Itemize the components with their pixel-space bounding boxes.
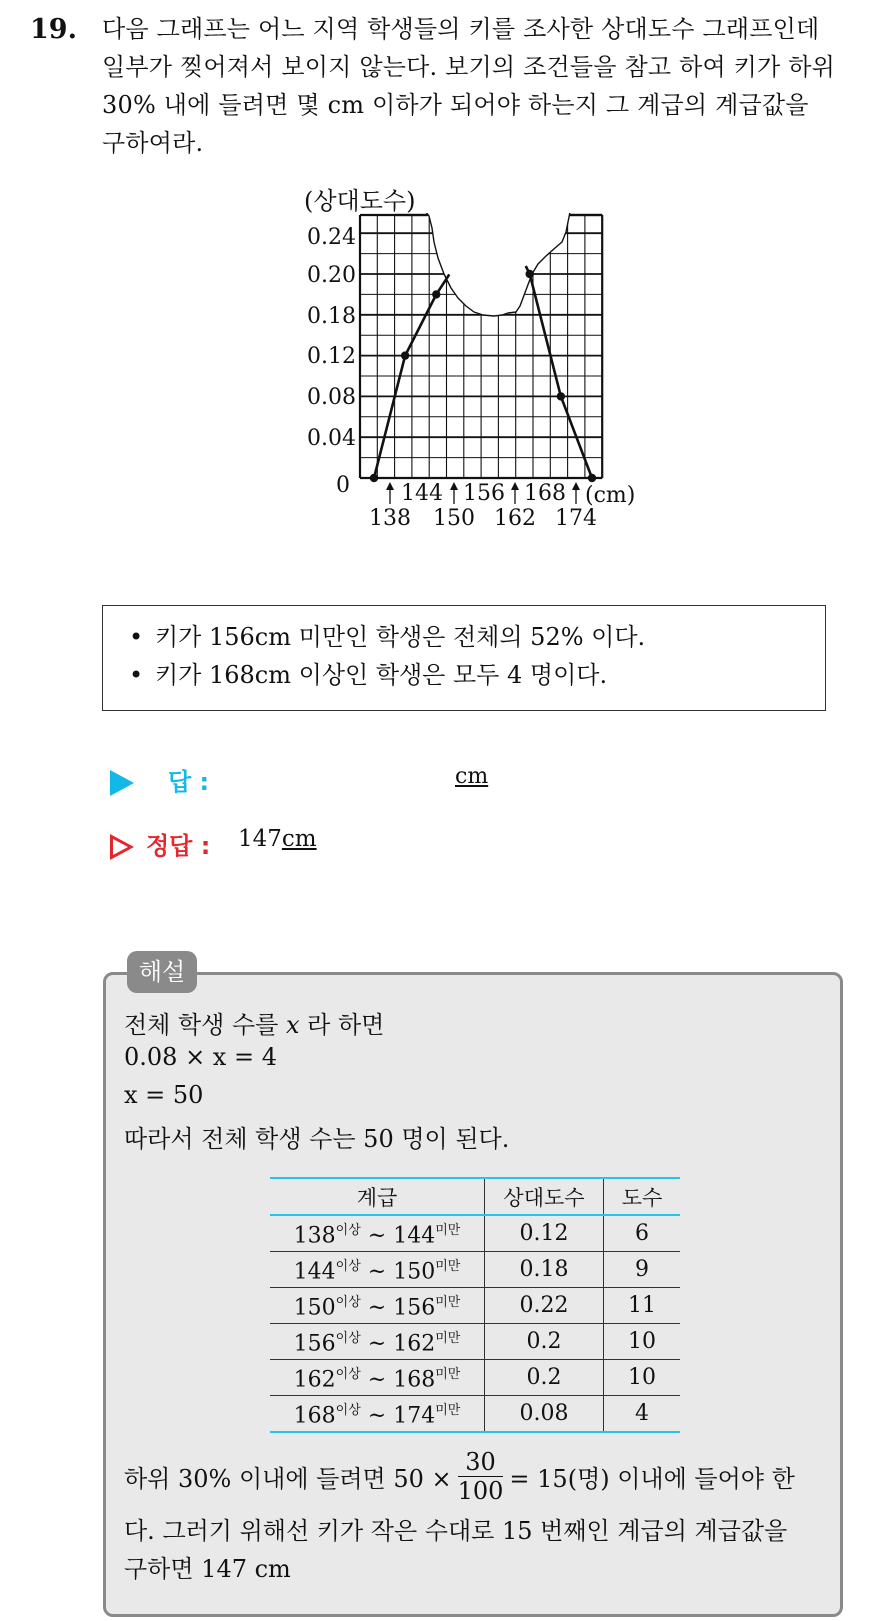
frequency-cell: 6 bbox=[604, 1215, 681, 1252]
class-interval: $162^{이상}$ ~ $168^{미만}$ bbox=[270, 1360, 485, 1396]
question-number: 19. bbox=[30, 14, 77, 45]
y-axis-title: (상대도수) bbox=[304, 187, 416, 215]
data-point bbox=[588, 474, 596, 482]
relative-frequency-graph bbox=[298, 182, 638, 542]
table-header-row bbox=[270, 1178, 680, 1215]
question-line: 다음 그래프는 어느 지역 학생들의 키를 조사한 상대도수 그래프인데 bbox=[102, 15, 820, 43]
question-line: 구하여라. bbox=[102, 129, 204, 157]
table-header: 계급 bbox=[270, 1178, 485, 1215]
relative-frequency-cell: 0.12 bbox=[485, 1215, 604, 1252]
relative-frequency-cell: 0.08 bbox=[485, 1396, 604, 1433]
x-tick-label: 174 bbox=[555, 506, 597, 531]
torn-region bbox=[395, 182, 603, 316]
solution-line: 구하면 147 cm bbox=[124, 1555, 291, 1583]
conditions-box bbox=[102, 605, 826, 711]
table-row bbox=[270, 1360, 680, 1396]
tick-arrow-head bbox=[450, 482, 458, 490]
frequency-cell: 11 bbox=[604, 1288, 681, 1324]
frequency-cell: 9 bbox=[604, 1252, 681, 1288]
class-interval: $138^{이상}$ ~ $144^{미만}$ bbox=[270, 1215, 485, 1252]
y-tick-label: 0 bbox=[336, 473, 350, 498]
torn-cover bbox=[424, 182, 574, 213]
table-row bbox=[270, 1324, 680, 1360]
correct-answer-label: 정답 : bbox=[146, 832, 211, 860]
answer-unit: cm bbox=[455, 764, 489, 789]
solution-line: 0.08 × x = 4 bbox=[124, 1043, 277, 1071]
class-interval: $156^{이상}$ ~ $162^{미만}$ bbox=[270, 1324, 485, 1360]
x-tick-label: 162 bbox=[494, 506, 536, 531]
y-tick-label: 0.08 bbox=[307, 385, 356, 410]
x-tick-label: 156 bbox=[463, 481, 505, 506]
relative-frequency-cell: 0.22 bbox=[485, 1288, 604, 1324]
y-tick-label: 0.12 bbox=[307, 344, 356, 369]
question-text bbox=[102, 10, 862, 162]
polygon-line bbox=[374, 294, 436, 478]
class-interval: $144^{이상}$ ~ $150^{미만}$ bbox=[270, 1252, 485, 1288]
solution-line: 하위 30% 이내에 들려면 50 × $\frac{30}{100}$ = 15(명) 이내에 들어야 한 bbox=[124, 1448, 795, 1505]
table-header: 상대도수 bbox=[485, 1178, 604, 1215]
table-header: 도수 bbox=[604, 1178, 681, 1215]
solution-line: 따라서 전체 학생 수는 50 명이 된다. bbox=[124, 1125, 510, 1153]
x-axis-unit: (cm) bbox=[585, 483, 636, 508]
class-interval: $168^{이상}$ ~ $174^{미만}$ bbox=[270, 1396, 485, 1433]
correct-answer-value: 147cm bbox=[238, 826, 317, 852]
x-tick-label: 144 bbox=[401, 481, 443, 506]
frequency-cell: 10 bbox=[604, 1360, 681, 1396]
data-point bbox=[432, 290, 440, 298]
torn-edge bbox=[426, 212, 570, 316]
solution-tag: 해설 bbox=[127, 951, 197, 993]
y-tick-label: 0.04 bbox=[307, 426, 356, 451]
solution-line: 전체 학생 수를 x 라 하면 bbox=[124, 1011, 385, 1039]
relative-frequency-cell: 0.18 bbox=[485, 1252, 604, 1288]
relative-frequency-cell: 0.2 bbox=[485, 1360, 604, 1396]
solution-line: 다. 그러기 위해선 키가 작은 수대로 15 번째인 계급의 계급값을 bbox=[124, 1517, 788, 1545]
class-interval: $150^{이상}$ ~ $156^{미만}$ bbox=[270, 1288, 485, 1324]
solution-line: x = 50 bbox=[124, 1081, 204, 1109]
y-tick-label: 0.18 bbox=[307, 304, 356, 329]
question-line: 30% 내에 들려면 몇 cm 이하가 되어야 하는지 그 계급의 계급값을 bbox=[102, 91, 809, 119]
play-arrow-icon bbox=[110, 770, 134, 796]
frequency-cell: 10 bbox=[604, 1324, 681, 1360]
x-tick-label: 168 bbox=[524, 481, 566, 506]
x-tick-label: 150 bbox=[433, 506, 475, 531]
condition-item: • 키가 156cm 미만인 학생은 전체의 52% 이다. bbox=[129, 623, 646, 651]
y-tick-label: 0.24 bbox=[307, 225, 356, 250]
data-point bbox=[401, 351, 409, 359]
table-row bbox=[270, 1252, 680, 1288]
table-row bbox=[270, 1215, 680, 1252]
y-tick-label: 0.20 bbox=[307, 263, 356, 288]
answer-row bbox=[110, 762, 209, 797]
data-point bbox=[557, 392, 565, 400]
data-point bbox=[526, 270, 534, 278]
x-tick-label: 138 bbox=[369, 506, 411, 531]
answer-label: 답 : bbox=[168, 768, 210, 796]
data-point bbox=[370, 474, 378, 482]
frequency-cell: 4 bbox=[604, 1396, 681, 1433]
fraction: $\frac{30}{100}$ bbox=[457, 1448, 504, 1505]
tick-arrow-head bbox=[386, 482, 394, 490]
correct-answer-row bbox=[110, 826, 210, 861]
tick-arrow-head bbox=[511, 482, 519, 490]
relative-frequency-cell: 0.2 bbox=[485, 1324, 604, 1360]
table-row bbox=[270, 1288, 680, 1324]
outline-arrow-icon bbox=[110, 834, 134, 860]
table-row bbox=[270, 1396, 680, 1433]
frequency-table bbox=[270, 1177, 680, 1433]
condition-item: • 키가 168cm 이상인 학생은 모두 4 명이다. bbox=[129, 661, 608, 689]
tick-arrow-head bbox=[572, 482, 580, 490]
question-line: 일부가 찢어져서 보이지 않는다. 보기의 조건들을 참고 하여 키가 하위 bbox=[102, 53, 836, 81]
